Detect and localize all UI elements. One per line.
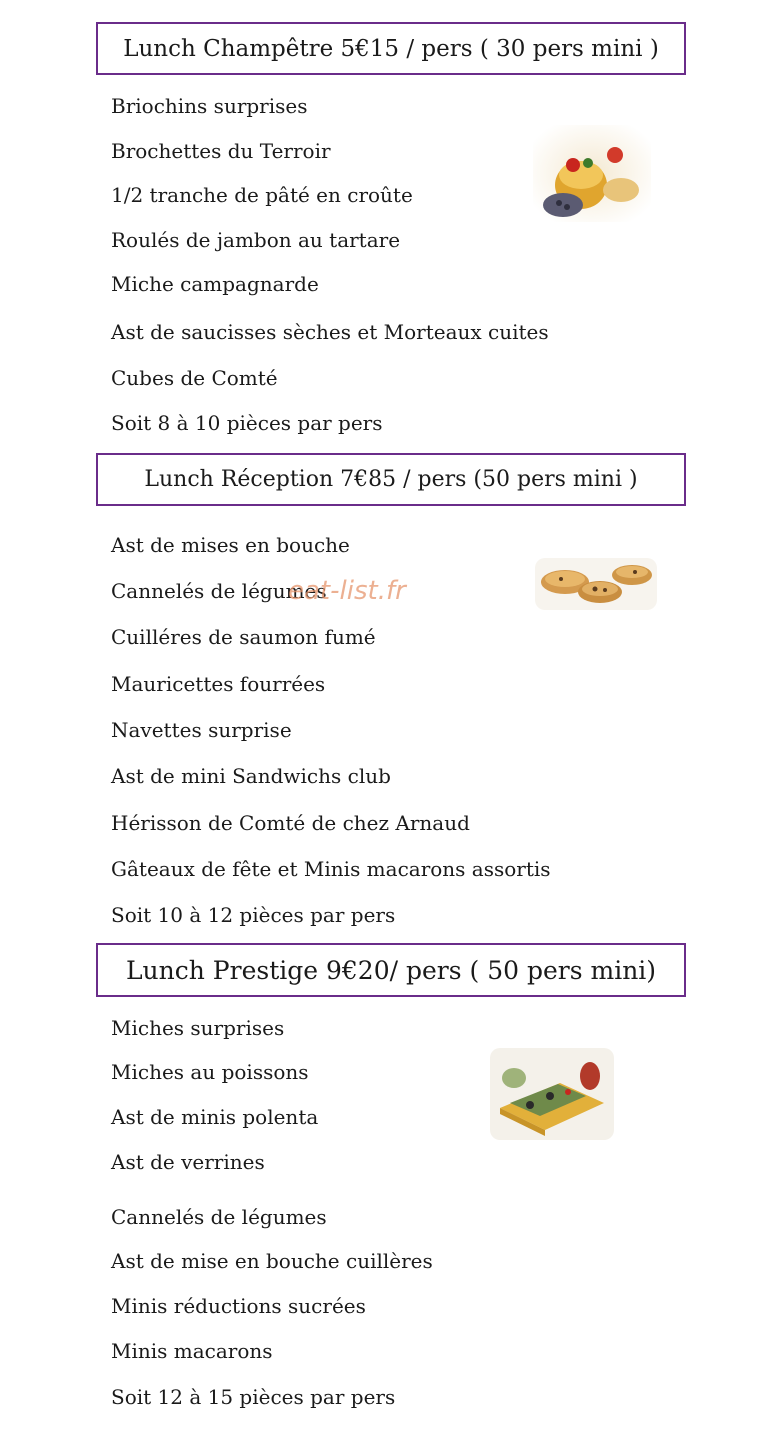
menu-item: Cubes de Comté <box>111 366 278 390</box>
menu-item: Ast de minis polenta <box>111 1105 319 1129</box>
menu-item: Miche campagnarde <box>111 272 319 296</box>
menu-item: Soit 10 à 12 pièces par pers <box>111 903 396 927</box>
menu-item: Ast de verrines <box>111 1150 265 1174</box>
menu-item: Cannelés de légumes <box>111 1205 327 1229</box>
food-photo-cannelés <box>535 558 657 610</box>
menu-item: Miches surprises <box>111 1016 285 1040</box>
menu-item: Ast de mises en bouche <box>111 533 350 557</box>
menu-item: Ast de saucisses sèches et Morteaux cuites <box>111 320 549 344</box>
section-title-box <box>96 22 686 75</box>
menu-item: Cuilléres de saumon fumé <box>111 625 376 649</box>
menu-item: Brochettes du Terroir <box>111 139 331 163</box>
menu-item: Soit 8 à 10 pièces par pers <box>111 411 383 435</box>
menu-item: Navettes surprise <box>111 718 292 742</box>
menu-item: Ast de mise en bouche cuillères <box>111 1249 433 1273</box>
menu-item: Gâteaux de fête et Minis macarons assortis <box>111 857 551 881</box>
menu-item: Minis macarons <box>111 1339 273 1363</box>
food-photo-briochins <box>533 125 651 222</box>
menu-item: Ast de mini Sandwichs club <box>111 764 391 788</box>
section-title-box <box>96 453 686 506</box>
watermark: eat-list.fr <box>288 576 406 606</box>
menu-item: Roulés de jambon au tartare <box>111 228 401 252</box>
menu-item: 1/2 tranche de pâté en croûte <box>111 183 413 207</box>
menu-item: Miches au poissons <box>111 1060 309 1084</box>
menu-item: Minis réductions sucrées <box>111 1294 366 1318</box>
menu-item: Cannelés de légumes <box>111 579 327 603</box>
section-title: Lunch Réception 7€85 / pers (50 pers mini ) <box>144 467 638 492</box>
menu-item: Hérisson de Comté de chez Arnaud <box>111 811 470 835</box>
menu-item: Mauricettes fourrées <box>111 672 326 696</box>
menu-item: Briochins surprises <box>111 94 308 118</box>
menu-item: Soit 12 à 15 pièces par pers <box>111 1385 396 1409</box>
section-title: Lunch Champêtre 5€15 / pers ( 30 pers mini ) <box>123 35 659 62</box>
food-photo-polenta <box>490 1048 614 1140</box>
section-title: Lunch Prestige 9€20/ pers ( 50 pers mini) <box>125 955 657 985</box>
section-title-box <box>96 943 686 997</box>
